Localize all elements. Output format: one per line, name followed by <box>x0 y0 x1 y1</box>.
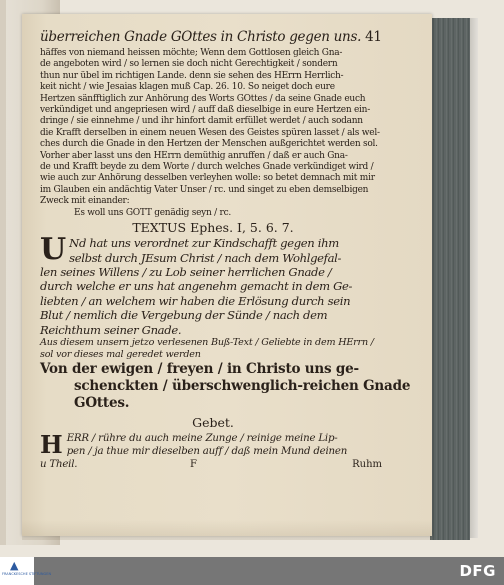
prayer-line: ERR / rühre du auch meine Zunge / reinige meine Lip- <box>66 432 338 444</box>
catchword: Ruhm <box>352 458 382 470</box>
running-header <box>40 26 386 48</box>
textus-heading: TEXTUS Ephes. I, 5. 6. 7. <box>132 220 294 236</box>
body-line: Hertzen sänfftiglich zur Anhörung des Worts GOttes / da seine Gnade euch <box>40 93 366 104</box>
verse-line: len seines Willens / zu Lob seiner herrlichen Gnade / <box>40 264 332 279</box>
prayer <box>40 429 386 471</box>
prayer-line: u Theil. <box>40 458 78 470</box>
body-line: de und Krafft beyde zu dem Worte / durch welches Gnade verkündiget wird / <box>40 162 374 173</box>
library-logo-text: FRANCKESCHE STIFTUNGEN <box>2 572 52 576</box>
body-line: Vorher aber lasst uns den HErrn demüthig anruffen / daß er auch Gna- <box>40 150 348 161</box>
bible-verse <box>40 232 386 337</box>
page-number: 41 <box>365 29 382 45</box>
theme-line: schenckten / überschwenglich-reichen Gnade <box>74 377 411 394</box>
body-line: ches durch die Gnade in den Hertzen der Menschen außgerichtet werden sol. <box>40 139 378 150</box>
page-shadow <box>22 520 432 540</box>
orphanage-emblem-icon: ▲ <box>10 559 19 572</box>
body-line: Zweck mit einander: <box>40 196 130 207</box>
verse-line: selbst durch JEsum Christ / nach dem Wohlgefal- <box>69 250 342 265</box>
verse-line: liebten / an welchem wir haben die Erlösung durch sein <box>40 293 351 308</box>
intro-line: sol vor dieses mal geredet werden <box>40 348 201 360</box>
cover-edge <box>0 0 6 545</box>
page-text <box>40 26 411 484</box>
verse-line: Blut / nemlich die Vergebung der Sünde / nach dem <box>40 308 328 323</box>
body-line: thun nur übel im richtigen Lande. denn sie sehen des HErrn Herrlich- <box>40 70 344 81</box>
body-line: verkündiget und angepriesen wird / auff daß dieselbige in eure Hertzen ein- <box>40 105 371 116</box>
gebet-heading: Gebet. <box>192 414 234 430</box>
prayer-line: pen / ja thue mir dieselben auff / daß mein Mund deinen <box>66 445 348 457</box>
intro-line: Aus diesem unsern jetzo verlesenen Buß-Text / Geliebte in dem HErrn / <box>40 336 374 348</box>
body-line: häffes von niemand heissen möchte; Wenn dem Gottlosen gleich Gna- <box>40 48 343 58</box>
verse-line: Nd hat uns verordnet zur Kindschafft gegen ihm <box>69 236 339 251</box>
body-line: dringe / sie einnehme / und ihr hinfort damit erfüllet werdet / auch sodann <box>40 116 363 127</box>
theme-line: Von der ewigen / freyen / in Christo uns ge- <box>40 360 359 377</box>
book-page-block-edge <box>430 18 470 540</box>
viewer-footer-bar <box>0 557 504 585</box>
body-line: de angeboten wird / so lernen sie doch nicht Gerechtigkeit / sondern <box>40 59 338 70</box>
theme-line: GOttes. <box>74 394 130 411</box>
verse-line: Reichthum seiner Gnade. <box>40 322 182 337</box>
signature-mark: F <box>190 458 197 470</box>
library-logo[interactable] <box>0 557 52 585</box>
prayer-initial: H <box>40 429 63 459</box>
dfg-logo[interactable]: DFG <box>459 562 496 580</box>
body-line: keit nicht / wie Jesaias klagen muß Cap. 26. 10. So neiget doch eure <box>40 82 335 93</box>
body-line: wie auch zur Anhörung desselben verleyhen wolle: so betet demnach mit mir <box>40 173 375 184</box>
verse-initial: U <box>40 232 67 268</box>
hymn-line: Es woll uns GOTT genädig seyn / rc. <box>74 207 232 218</box>
body-line: die Krafft derselben in einem neuen Wesen des Geistes spüren lasset / als wel- <box>40 127 380 138</box>
running-title: überreichen Gnade GOttes in Christo gegen uns. <box>40 29 362 45</box>
book-cover-back-edge <box>470 18 478 538</box>
verse-line: durch welche er uns hat angenehm gemacht in dem Ge- <box>40 279 353 294</box>
body-line: im Glauben ein andächtig Vater Unser / rc. und singet zu eben demselbigen <box>40 184 369 195</box>
